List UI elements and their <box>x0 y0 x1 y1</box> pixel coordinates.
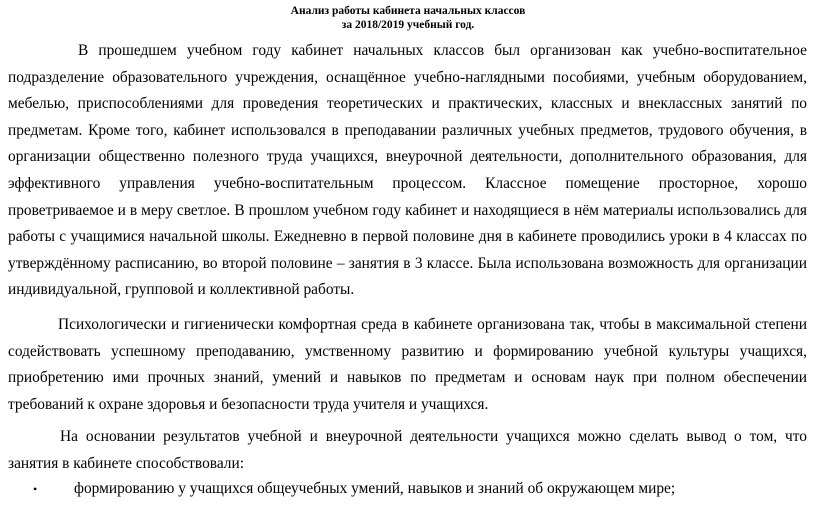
bullet-list <box>8 476 807 503</box>
list-item <box>8 476 807 503</box>
document-title <box>0 4 816 32</box>
paragraph-3: На основании результатов учебной и внеурочной деятельности учащихся можно сделать вывод о том, что занятия в кабинете способствовали: <box>8 428 807 472</box>
title-line-2: за 2018/2019 учебный год. <box>341 19 475 31</box>
paragraph-2: Психологически и гигиенически комфортная среда в кабинете организована так, чтобы в максимальной степени содействовать успешному преподаванию, умственному развитию и формированию учебной культуры учащихся, приобретению ими прочных знаний, умений и навыков по предметам и основам наук при полном обеспечении требований к охране здоровья и безопасности труда учителя и учащихся. <box>8 316 807 413</box>
bullet-icon: • <box>33 482 38 496</box>
title-line-1: Анализ работы кабинета начальных классов <box>290 5 526 17</box>
list-item-text: формированию у учащихся общеучебных умений, навыков и знаний об окружающем мире; <box>74 480 676 497</box>
paragraph-1: В прошедшем учебном году кабинет начальных классов был организован как учебно-воспитательное подразделение образовательного учреждения, оснащённое учебно-наглядными пособиями, учебным оборудованием, мебелью, приспособлениями для проведения теоретических и практических, классных и внеклассных занятий по предметам. Кроме того, кабинет использовался в преподавании различных учебных предметов, трудового обучения, в организации общественно полезного труда учащихся, внеурочной деятельности, дополнительного образования, для эффективного управления учебно-воспитательным процессом. Классное помещение просторное, хорошо проветриваемое и в меру светлое. В прошлом учебном году кабинет и находящиеся в нём материалы использовались для работы с учащимися начальной школы. Ежедневно в первой половине дня в кабинете проводились уроки в 4 классах по утверждённому расписанию, во второй половине – занятия в 3 классе. Была использована возможность для организации индивидуальной, групповой и коллективной работы. <box>8 42 807 299</box>
